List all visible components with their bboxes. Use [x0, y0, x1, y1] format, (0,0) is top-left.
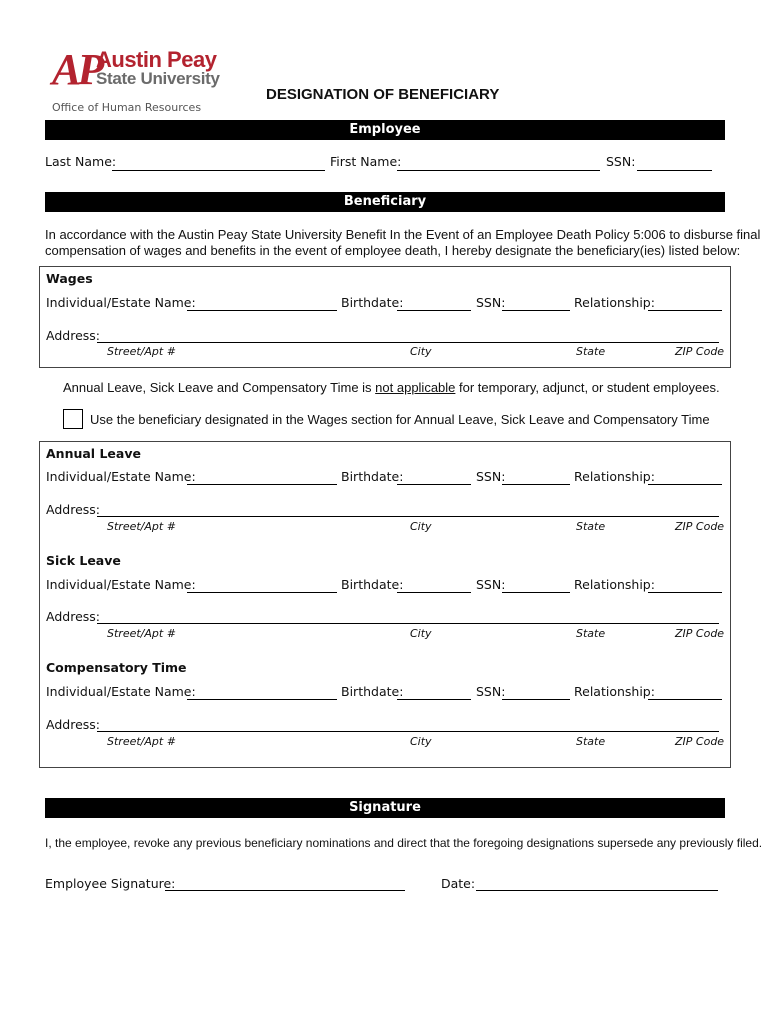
- employee-ssn-field[interactable]: [637, 170, 712, 171]
- comp-relationship-label: Relationship:: [574, 684, 655, 699]
- sick-relationship-field[interactable]: [648, 592, 722, 593]
- comp-street-caption: Street/Apt #: [107, 735, 176, 748]
- comp-zip-caption: ZIP Code: [675, 735, 725, 748]
- annual-street-caption: Street/Apt #: [107, 520, 176, 533]
- comp-birthdate-label: Birthdate:: [341, 684, 404, 699]
- beneficiary-section-bar: Beneficiary: [45, 192, 725, 212]
- annual-individual-label: Individual/Estate Name:: [46, 469, 196, 484]
- first-name-label: First Name:: [330, 154, 402, 169]
- logo-mark: AP: [52, 45, 101, 94]
- comp-ssn-field[interactable]: [502, 699, 570, 700]
- annual-leave-heading: Annual Leave: [46, 446, 141, 461]
- wages-ssn-field[interactable]: [502, 310, 570, 311]
- sick-birthdate-field[interactable]: [397, 592, 471, 593]
- last-name-field[interactable]: [112, 170, 325, 171]
- sick-leave-heading: Sick Leave: [46, 553, 121, 568]
- comp-individual-field[interactable]: [187, 699, 337, 700]
- signature-section-bar: Signature: [45, 798, 725, 818]
- comp-city-caption: City: [410, 735, 432, 748]
- note-text-end: for temporary, adjunct, or student employees.: [455, 380, 720, 395]
- comp-relationship-field[interactable]: [648, 699, 722, 700]
- sick-ssn-field[interactable]: [502, 592, 570, 593]
- annual-birthdate-label: Birthdate:: [341, 469, 404, 484]
- sick-street-caption: Street/Apt #: [107, 627, 176, 640]
- wages-address-label: Address:: [46, 328, 100, 343]
- wages-state-caption: State: [576, 345, 606, 358]
- logo-name-line2: State University: [96, 69, 220, 88]
- wages-ssn-label: SSN:: [476, 295, 506, 310]
- wages-city-caption: City: [410, 345, 432, 358]
- logo-name-line1: Austin Peay: [96, 47, 217, 72]
- sick-city-caption: City: [410, 627, 432, 640]
- comp-ssn-label: SSN:: [476, 684, 506, 699]
- wages-zip-caption: ZIP Code: [675, 345, 725, 358]
- annual-relationship-field[interactable]: [648, 484, 722, 485]
- applicability-note: [63, 379, 720, 396]
- wages-individual-field[interactable]: [187, 310, 337, 311]
- wages-street-caption: Street/Apt #: [107, 345, 176, 358]
- wages-heading: Wages: [46, 271, 93, 286]
- sick-individual-label: Individual/Estate Name:: [46, 577, 196, 592]
- sick-relationship-label: Relationship:: [574, 577, 655, 592]
- wages-address-field[interactable]: [97, 342, 719, 343]
- annual-address-field[interactable]: [97, 516, 719, 517]
- intro-line-2: compensation of wages and benefits in the event of employee death, I hereby designate the beneficiary(ies) listed below:: [45, 243, 741, 258]
- wages-relationship-field[interactable]: [648, 310, 722, 311]
- wages-relationship-label: Relationship:: [574, 295, 655, 310]
- employee-section-bar: Employee: [45, 120, 725, 140]
- use-wages-beneficiary-checkbox[interactable]: [63, 409, 83, 429]
- comp-address-label: Address:: [46, 717, 100, 732]
- comp-address-field[interactable]: [97, 731, 719, 732]
- annual-state-caption: State: [576, 520, 606, 533]
- first-name-field[interactable]: [397, 170, 600, 171]
- comp-birthdate-field[interactable]: [397, 699, 471, 700]
- signature-date-label: Date:: [441, 876, 476, 891]
- checkbox-label: Use the beneficiary designated in the Wages section for Annual Leave, Sick Leave and Compensatory Time: [90, 412, 710, 427]
- employee-ssn-label: SSN:: [606, 154, 636, 169]
- signature-date-field[interactable]: [476, 890, 718, 891]
- sick-zip-caption: ZIP Code: [675, 627, 725, 640]
- sick-address-field[interactable]: [97, 623, 719, 624]
- employee-signature-field[interactable]: [165, 890, 405, 891]
- intro-line-1: In accordance with the Austin Peay State University Benefit In the Event of an Employee Death Policy 5:006 to disburse final: [45, 227, 761, 242]
- annual-zip-caption: ZIP Code: [675, 520, 725, 533]
- wages-birthdate-field[interactable]: [397, 310, 471, 311]
- annual-relationship-label: Relationship:: [574, 469, 655, 484]
- sick-birthdate-label: Birthdate:: [341, 577, 404, 592]
- wages-individual-label: Individual/Estate Name:: [46, 295, 196, 310]
- sick-state-caption: State: [576, 627, 606, 640]
- note-emphasis: not applicable: [375, 380, 456, 395]
- document-title: DESIGNATION OF BENEFICIARY: [266, 86, 500, 103]
- note-text-start: Annual Leave, Sick Leave and Compensatory Time is: [63, 380, 376, 395]
- sick-ssn-label: SSN:: [476, 577, 506, 592]
- sick-individual-field[interactable]: [187, 592, 337, 593]
- annual-birthdate-field[interactable]: [397, 484, 471, 485]
- annual-city-caption: City: [410, 520, 432, 533]
- wages-birthdate-label: Birthdate:: [341, 295, 404, 310]
- annual-ssn-label: SSN:: [476, 469, 506, 484]
- annual-individual-field[interactable]: [187, 484, 337, 485]
- comp-state-caption: State: [576, 735, 606, 748]
- annual-ssn-field[interactable]: [502, 484, 570, 485]
- signature-statement: I, the employee, revoke any previous beneficiary nominations and direct that the foregoing designations supersede any previously filed.: [45, 836, 763, 850]
- leave-box: [39, 441, 731, 768]
- last-name-label: Last Name:: [45, 154, 117, 169]
- sick-address-label: Address:: [46, 609, 100, 624]
- employee-signature-label: Employee Signature:: [45, 876, 176, 891]
- logo-office: Office of Human Resources: [52, 101, 202, 114]
- comp-time-heading: Compensatory Time: [46, 660, 187, 675]
- comp-individual-label: Individual/Estate Name:: [46, 684, 196, 699]
- annual-address-label: Address:: [46, 502, 100, 517]
